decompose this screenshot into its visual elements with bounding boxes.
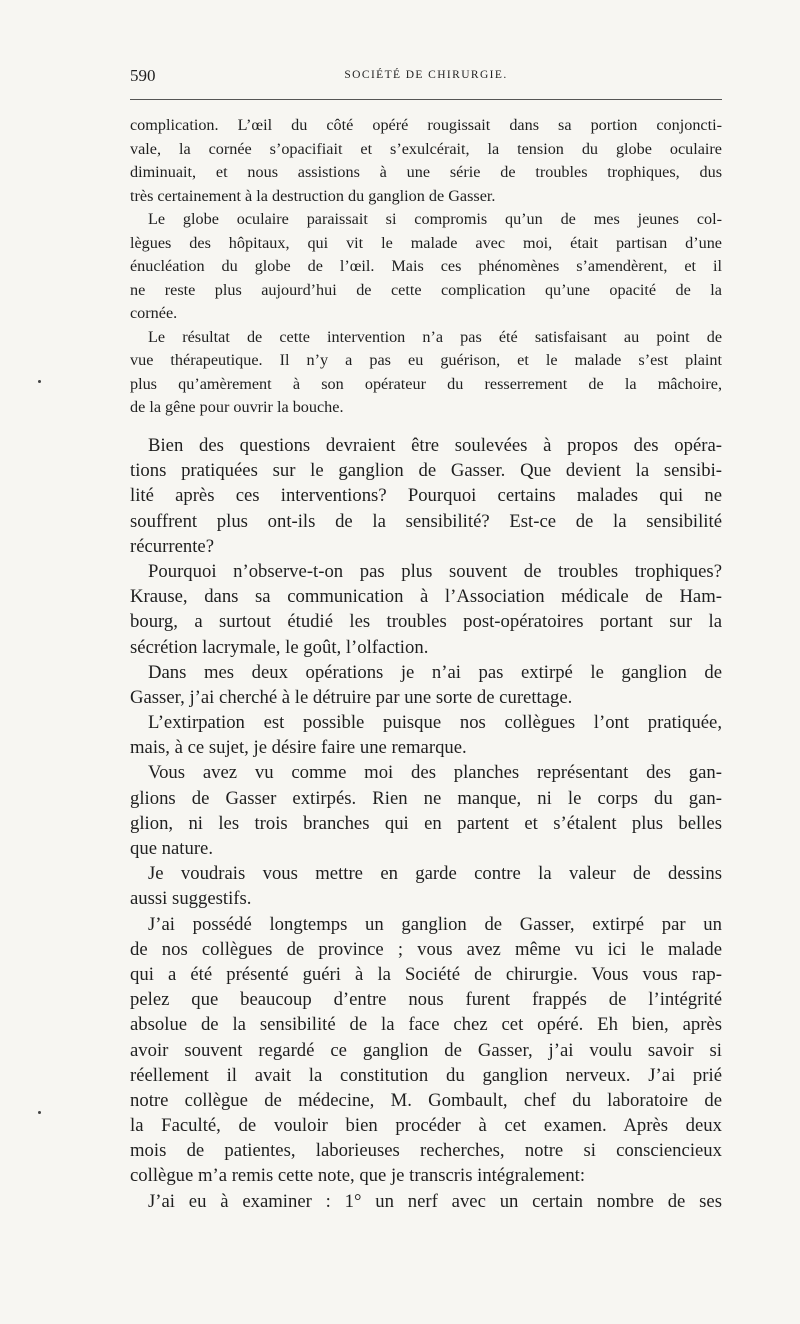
text-line: Krause, dans sa communication à l’Association médicale de Ham- <box>130 586 722 608</box>
text-line: tions pratiquées sur le ganglion de Gasser. Que devient la sensibi- <box>130 460 722 482</box>
text-line: qui a été présenté guéri à la Société de chirurgie. Vous vous rap- <box>130 963 722 985</box>
text-line: Bien des questions devraient être soulevées à propos des opéra- <box>148 435 722 456</box>
text-line: Pourquoi n’observe-t-on pas plus souvent de troubles trophiques? <box>148 560 722 582</box>
text-line: vale, la cornée s’opacifiait et s’exulcérait, la tension du globe oculaire <box>130 139 722 158</box>
text-line: énucléation du globe de l’œil. Mais ces phénomènes s’amendèrent, et il <box>130 257 722 275</box>
text-line: Vous avez vu comme moi des planches représentant des gan- <box>148 762 722 784</box>
text-line: J’ai possédé longtemps un ganglion de Gasser, extirpé par un <box>148 913 722 935</box>
text-line: souffrent plus ont-ils de la sensibilité? Est-ce de la sensibilité <box>130 510 722 532</box>
text-line: bourg, a surtout étudié les troubles post-opératoires portant sur la <box>130 611 722 633</box>
text-line: glions de Gasser extirpés. Rien ne manque, ni le corps du gan- <box>130 787 722 809</box>
text-line: L’extirpation est possible puisque nos collègues l’ont pratiquée, <box>148 712 722 734</box>
text-line: de la gêne pour ouvrir la bouche. <box>130 398 344 416</box>
text-line: cornée. <box>130 304 178 322</box>
text-line: sécrétion lacrymale, le goût, l’olfaction. <box>130 636 429 658</box>
text-line: très certainement à la destruction du ganglion de Gasser. <box>130 186 496 205</box>
margin-mark <box>38 380 41 383</box>
text-line: diminuait, et nous assistions à une série de troubles trophiques, dus <box>130 163 722 181</box>
text-line: que nature. <box>130 838 214 859</box>
text-line: Je voudrais vous mettre en garde contre la valeur de dessins <box>148 863 722 885</box>
running-title: SOCIÉTÉ DE CHIRURGIE. <box>344 69 508 81</box>
text-line: J’ai eu à examiner : 1° un nerf avec un certain nombre de ses <box>148 1190 722 1212</box>
text-line: aussi suggestifs. <box>130 888 252 910</box>
text-line: la Faculté, de vouloir bien procéder à cet examen. Après deux <box>130 1115 722 1137</box>
text-line: Dans mes deux opérations je n’ai pas extirpé le ganglion de <box>148 661 722 683</box>
small-print-passage <box>130 114 722 420</box>
text-line: Gasser, j’ai cherché à le détruire par une sorte de curettage. <box>130 686 573 708</box>
text-line: mais, à ce sujet, je désire faire une remarque. <box>130 737 467 759</box>
text-line: pelez que beaucoup d’entre nous furent frappés de l’intégrité <box>130 989 722 1011</box>
text-line: avoir souvent regardé ce ganglion de Gasser, j’ai voulu savoir si <box>130 1039 722 1061</box>
text-line: de nos collègues de province ; vous avez même vu ici le malade <box>130 938 722 960</box>
text-line: vue thérapeutique. Il n’y a pas eu guérison, et le malade s’est plaint <box>130 351 722 369</box>
text-line: plus qu’amèrement à son opérateur du resserrement de la mâchoire, <box>130 374 722 393</box>
text-line: collègue m’a remis cette note, que je transcris intégralement: <box>130 1165 586 1187</box>
header-rule <box>130 99 722 100</box>
text-line: notre collègue de médecine, M. Gombault, chef du laboratoire de <box>130 1089 722 1111</box>
text-line: Le résultat de cette intervention n’a pas été satisfaisant au point de <box>148 327 722 346</box>
margin-mark <box>38 1111 41 1114</box>
text-line: mois de patientes, laborieuses recherches, notre si consciencieux <box>130 1140 722 1162</box>
main-text-passage <box>130 433 722 1214</box>
running-head <box>130 66 722 90</box>
text-line: absolue de la sensibilité de la face chez cet opéré. Eh bien, après <box>130 1014 722 1036</box>
text-line: récurrente? <box>130 535 215 557</box>
text-line: complication. L’œil du côté opéré rougissait dans sa portion conjoncti- <box>130 116 722 134</box>
text-line: ne reste plus aujourd’hui de cette complication qu’une opacité de la <box>130 280 722 299</box>
text-line: lègues des hôpitaux, qui vit le malade avec moi, était partisan d’une <box>130 233 722 252</box>
text-line: lité après ces interventions? Pourquoi certains malades qui ne <box>130 485 722 507</box>
text-line: réellement il avait la constitution du ganglion nerveux. J’ai prié <box>130 1064 722 1086</box>
text-line: Le globe oculaire paraissait si compromis qu’un de mes jeunes col- <box>148 210 722 228</box>
text-line: glion, ni les trois branches qui en partent et s’étalent plus belles <box>130 812 722 834</box>
page-number: 590 <box>130 66 156 85</box>
